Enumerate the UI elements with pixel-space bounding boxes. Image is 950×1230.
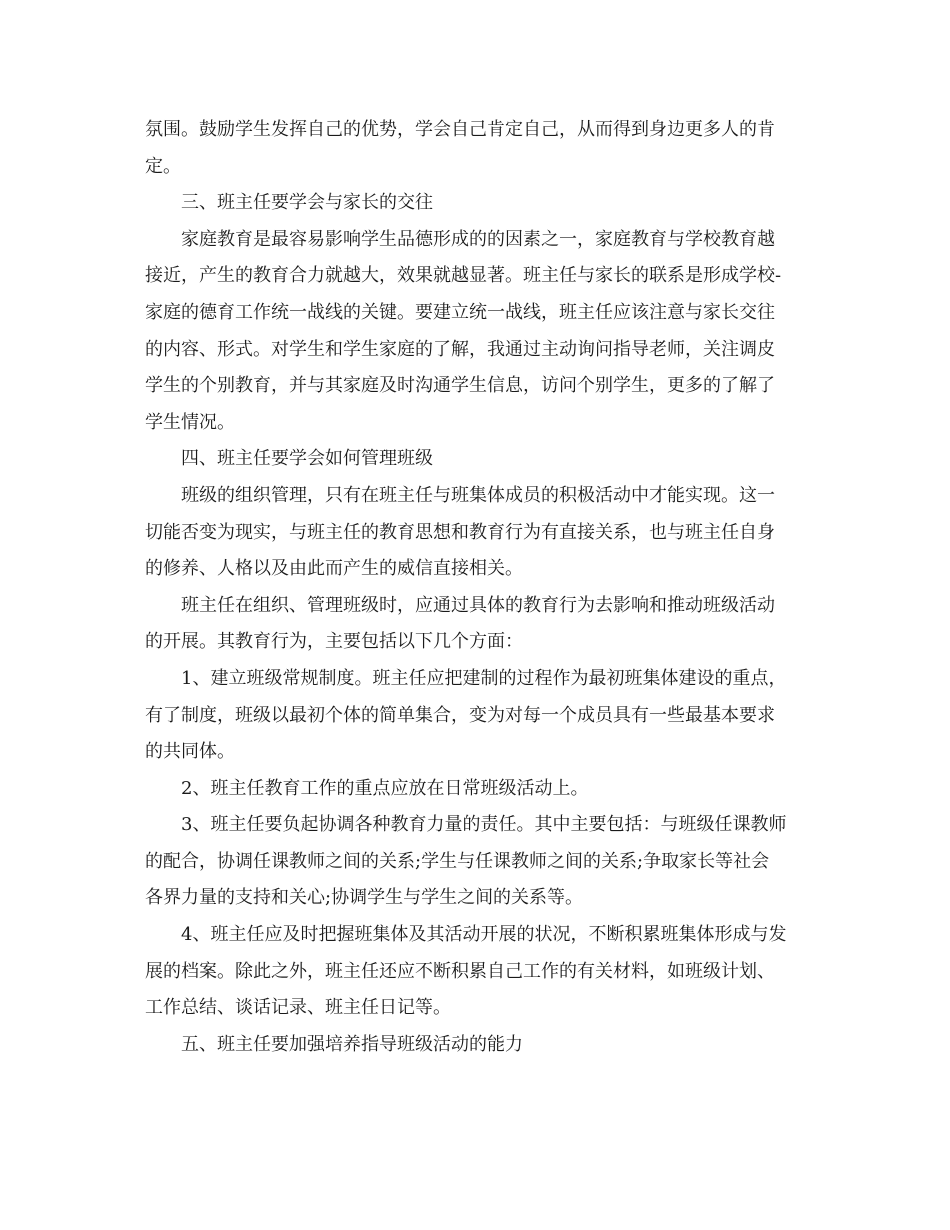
paragraph-first-line: 三、班主任要学会与家长的交往 — [181, 192, 433, 214]
paragraph-first-line: 4、班主任应及时把握班集体及其活动开展的状况，不断积累班集体形成与发 — [181, 924, 787, 946]
paragraph-line: 的开展。其教育行为，主要包括以下几个方面： — [145, 631, 523, 653]
paragraph-line: 有了制度，班级以最初个体的简单集合，变为对每一个成员具有一些最基本要求 — [145, 704, 775, 726]
paragraph-line: 定。 — [145, 155, 181, 177]
paragraph-first-line: 家庭教育是最容易影响学生品德形成的的因素之一，家庭教育与学校教育越 — [181, 228, 775, 250]
paragraph-line: 氛围。鼓励学生发挥自己的优势，学会自己肯定自己，从而得到身边更多人的肯 — [145, 119, 775, 140]
document-body — [145, 112, 810, 1063]
paragraph-line: 接近，产生的教育合力就越大，效果就越显著。班主任与家长的联系是形成学校- — [145, 265, 782, 287]
paragraph-first-line: 班主任在组织、管理班级时，应通过具体的教育行为去影响和推动班级活动 — [181, 594, 775, 616]
paragraph-line: 家庭的德育工作统一战线的关键。要建立统一战线，班主任应该注意与家长交往 — [145, 301, 775, 323]
paragraph-line: 的修养、人格以及由此而产生的威信直接相关。 — [145, 558, 523, 580]
paragraph-first-line: 3、班主任要负起协调各种教育力量的责任。其中主要包括：与班级任课教师 — [181, 814, 787, 836]
paragraph-line: 的共同体。 — [145, 741, 235, 763]
paragraph-first-line: 班级的组织管理，只有在班主任与班集体成员的积极活动中才能实现。这一 — [181, 484, 775, 506]
paragraph-first-line: 1、建立班级常规制度。班主任应把建制的过程作为最初班集体建设的重点， — [181, 667, 787, 689]
paragraph-line: 展的档案。除此之外，班主任还应不断积累自己工作的有关材料，如班级计划、 — [145, 960, 775, 982]
paragraph-line: 切能否变为现实，与班主任的教育思想和教育行为有直接关系，也与班主任自身 — [145, 521, 775, 543]
paragraph-first-line: 五、班主任要加强培养指导班级活动的能力 — [181, 1033, 523, 1055]
paragraph-line: 工作总结、谈话记录、班主任日记等。 — [145, 997, 451, 1019]
paragraph-line: 的内容、形式。对学生和学生家庭的了解，我通过主动询问指导老师，关注调皮 — [145, 338, 775, 360]
paragraph-line: 学生情况。 — [145, 411, 235, 433]
paragraph-line: 学生的个别教育，并与其家庭及时沟通学生信息，访问个别学生，更多的了解了 — [145, 375, 775, 397]
paragraph-first-line: 2、班主任教育工作的重点应放在日常班级活动上。 — [181, 777, 589, 799]
paragraph-line: 的配合，协调任课教师之间的关系;学生与任课教师之间的关系;争取家长等社会 — [145, 850, 770, 872]
paragraph-first-line: 四、班主任要学会如何管理班级 — [181, 448, 433, 470]
paragraph-line: 各界力量的支持和关心;协调学生与学生之间的关系等。 — [145, 887, 584, 909]
